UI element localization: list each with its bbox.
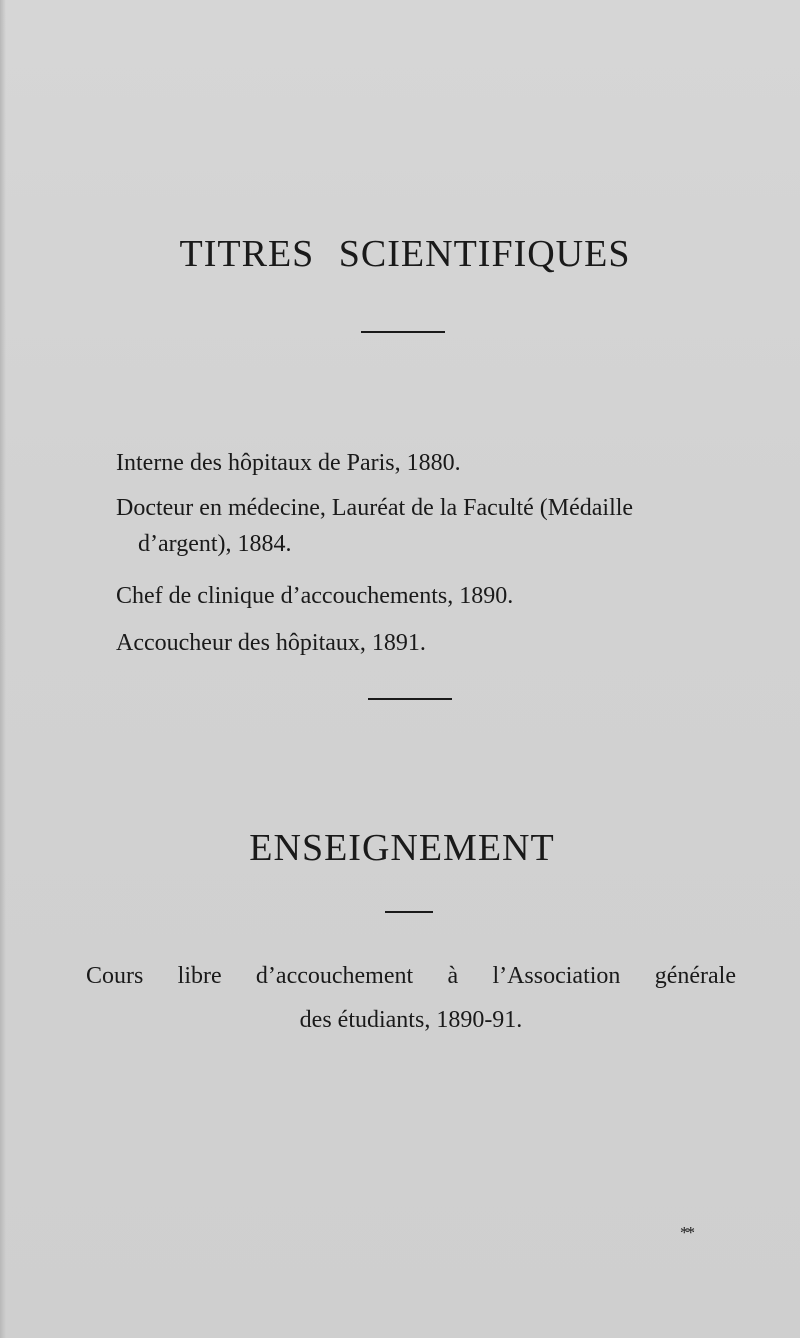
section-heading-titres: TITRES SCIENTIFIQUES xyxy=(179,233,631,275)
titre-entry-line: Docteur en médecine, Lauréat de la Faculté (Médaille xyxy=(116,495,634,521)
titre-entry: Interne des hôpitaux de Paris, 1880. xyxy=(116,450,461,476)
section-heading-enseignement: ENSEIGNEMENT xyxy=(249,827,555,869)
titre-entry: Accoucheur des hôpitaux, 1891. xyxy=(116,630,426,656)
titre-entry: Chef de clinique d’accouchements, 1890. xyxy=(116,583,514,609)
page-edge xyxy=(0,0,6,1338)
titre-entry-continuation: d’argent), 1884. xyxy=(138,531,292,557)
enseignement-text xyxy=(86,954,736,1042)
enseignement-line: des étudiants, 1890-91. xyxy=(299,1007,523,1033)
divider-rule xyxy=(361,331,445,333)
divider-rule xyxy=(385,911,433,913)
signature-mark: ** xyxy=(680,1223,693,1242)
divider-rule xyxy=(368,698,452,700)
titre-entry xyxy=(116,490,736,562)
enseignement-line: Cours libre d’accouchement à l’Association générale xyxy=(86,963,736,989)
